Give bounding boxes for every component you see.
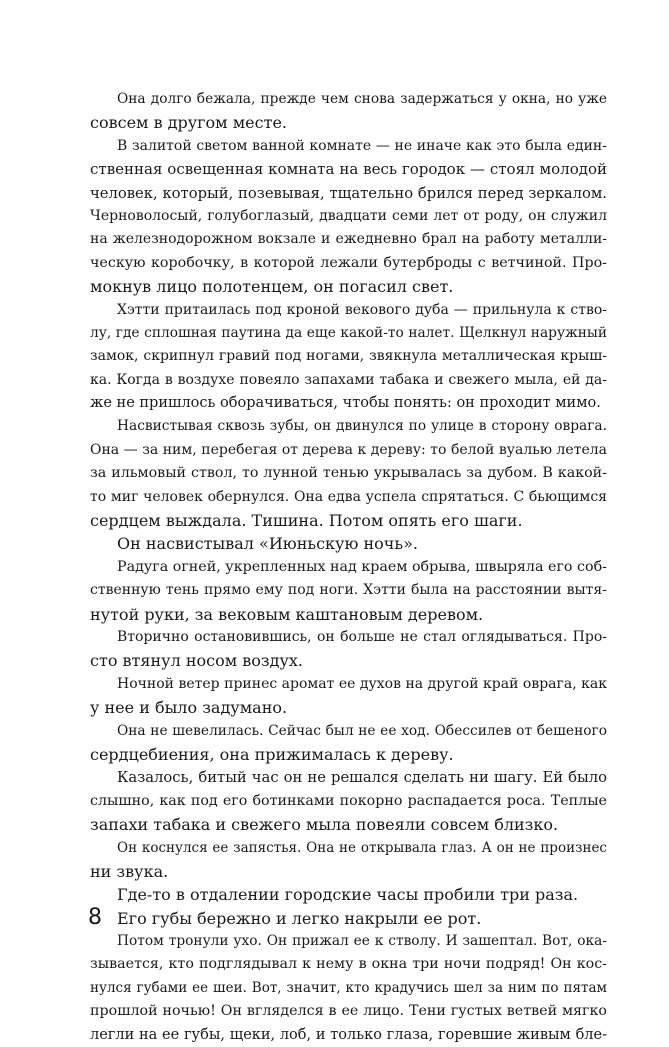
text-line: за ильмовый ствол, то лунной тенью укрывалась за дубом. В какой- [90,465,607,482]
text-line: запахи табака и свежего мыла повеяли совсем близко. [90,815,559,835]
text-line: лу, где сплошная паутина да еще какой-то налет. Щелкнул наружный [90,324,607,341]
text-line: Она долго бежала, прежде чем снова задержаться у окна, но уже [117,91,607,107]
text-line: ческую коробочку, в которой лежали бутерброды с ветчиной. Про- [90,254,607,271]
text-line: ственную тень прямо ему под ноги. Хэтти была на расстоянии вытя- [90,582,607,599]
text-line: Потом тронули ухо. Он прижал ее к стволу. И зашептал. Вот, ока- [117,933,607,950]
text-line: Вторично остановившись, он больше не стал оглядываться. Про- [117,628,607,645]
text-line: то миг человек обернулся. Она едва успела спрятаться. С бьющимся [90,488,607,505]
text-line: Он коснулся ее запястья. Она не открывала глаз. А он не произнес [117,839,607,856]
text-line: прошлой ночью! Он вгляделся в ее лицо. Тени густых ветвей мягко [90,1003,607,1020]
text-line: В залитой светом ванной комнате — не иначе как это была един- [117,137,607,154]
text-line: Хэтти притаилась под кроной векового дуба — прильнула к ство- [117,301,607,318]
page-number: 8 [88,905,102,930]
text-line: Казалось, битый час он не решался сделать ни шагу. Ей было [117,769,607,787]
text-line: ка. Когда в воздухе повеяло запахами табака и свежего мыла, ей да- [90,371,607,388]
text-line: Ночной ветер принес аромат ее духов на другой край оврага, как [117,675,607,692]
text-line: Насвистывая сквозь зубы, он двинулся по улице в сторону оврага. [117,418,607,435]
text-line: Его губы бережно и легко накрыли ее рот. [117,908,482,928]
text-line: у нее и было задумано. [90,698,288,718]
text-line: нулся губами ее шеи. Вот, значит, кто крадучись шел за ним по пятам [90,979,607,996]
text-line: нутой руки, за вековым каштановым деревом. [90,604,484,624]
text-line: легли на ее губы, щеки, лоб, и только глаза, горевшие живым бле- [90,1026,607,1043]
text-line: Черноволосый, голубоглазый, двадцати семи лет от роду, он служил [90,207,607,224]
text-line: ственная освещенная комната на весь городок — стоял молодой [90,160,607,179]
text-line: Она не шевелилась. Сейчас был не ее ход. Обессилев от бешеного [117,722,607,739]
text-line: слышно, как под его ботинками покорно распадается роса. Теплые [90,792,607,809]
text-line: совсем в другом месте. [90,113,287,133]
text-line: Он насвистывал «Июньскую ночь». [117,534,418,554]
body-text [90,88,607,1047]
text-line: сердцем выждала. Тишина. Потом опять его шаги. [90,511,523,531]
text-line: зывается, кто подглядывал к нему в окна три ночи подряд! Он кос- [90,956,607,973]
text-line: сто втянул носом воздух. [90,651,303,671]
text-line: человек, который, позевывая, тщательно брился перед зеркалом. [90,184,607,202]
text-line: ни звука. [90,861,169,881]
text-line: Где-то в отдалении городские часы пробили три раза. [117,885,579,905]
text-line: замок, скрипнул гравий под ногами, звякнула металлическая крыш- [90,348,607,365]
text-line: Она — за ним, перебегая от дерева к дереву: то белой вуалью летела [90,441,607,458]
text-line: Радуга огней, укрепленных над краем обрыва, швыряла его соб- [117,558,607,575]
text-line: же не пришлось оборачиваться, чтобы понять: он проходит мимо. [90,395,601,412]
text-line: сердцебиения, она прижималась к дереву. [90,744,454,764]
text-line: на железнодорожном вокзале и ежедневно брал на работу металли- [90,231,607,248]
text-line: мокнув лицо полотенцем, он погасил свет. [90,277,454,297]
